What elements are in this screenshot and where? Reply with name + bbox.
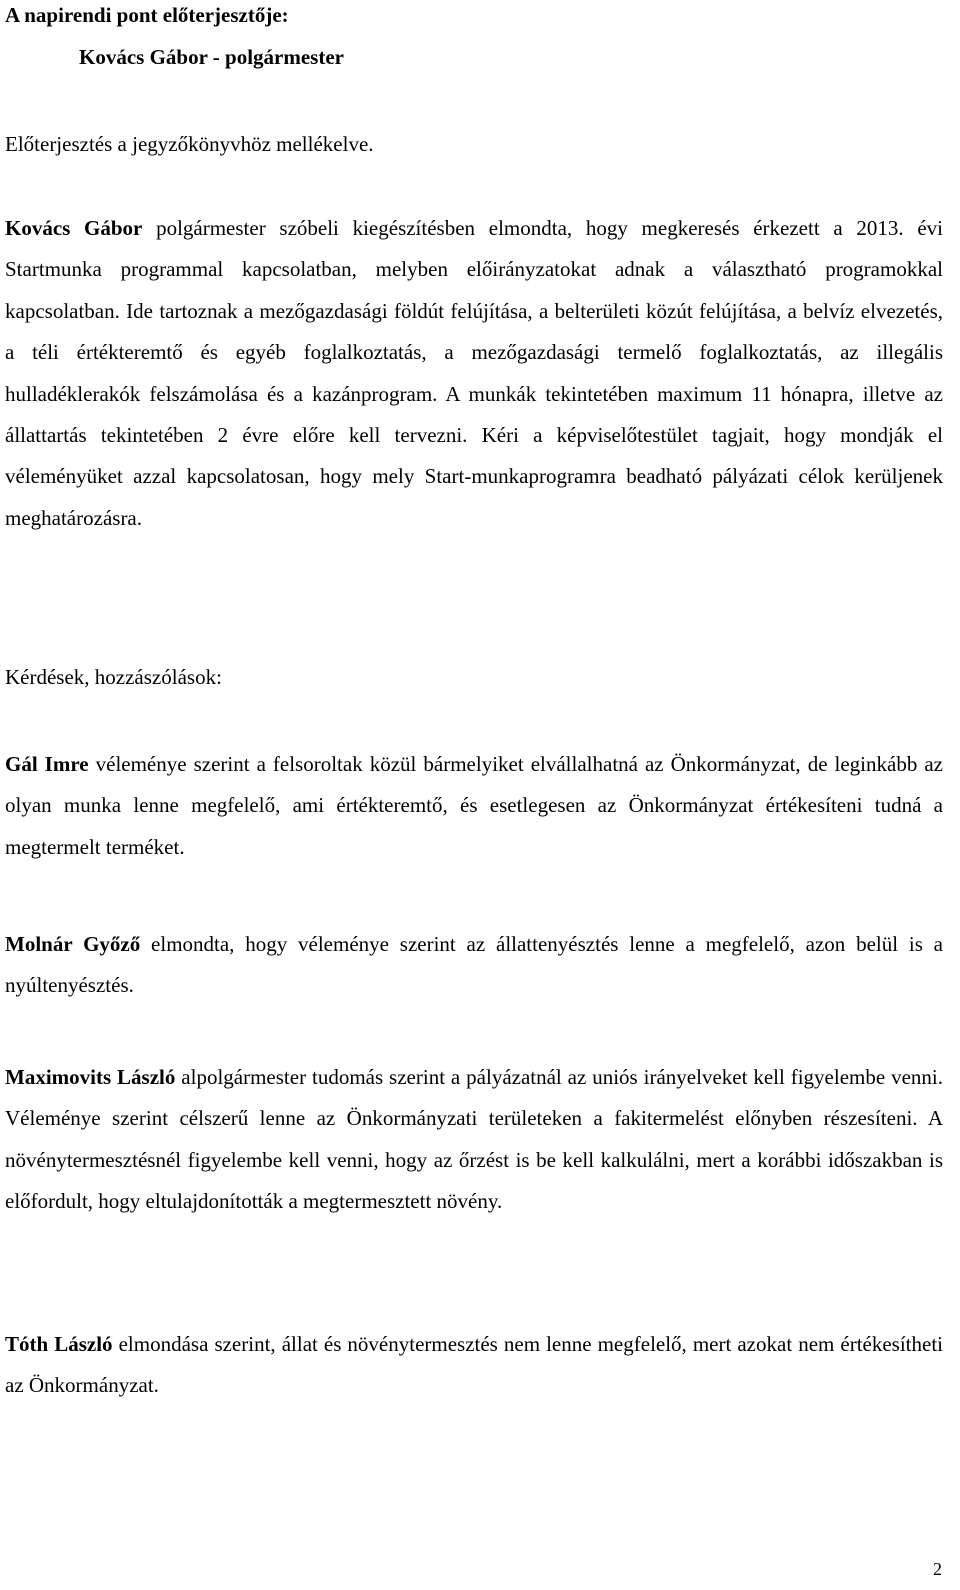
paragraph-text: alpolgármester tudomás szerint a pályázatnál az uniós irányelveket kell figyelembe venni. Véleménye szerint célszerű lenne az Önkormányzati területeken a fakitermelést előnyben részesíteni. A növénytermesztésnél figyelembe kell venni, hogy az őrzést is be kell kalkulálni, mert a korábbi időszakban is előfordult, hogy eltulajdonították a megtermesztett növény. — [5, 1065, 943, 1214]
questions-heading: Kérdések, hozzászólások: — [5, 665, 222, 689]
comment-paragraph — [5, 1057, 943, 1223]
speaker-name: Tóth László — [5, 1332, 113, 1356]
speaker-name: Molnár Győző — [5, 932, 141, 956]
speaker-name: Gál Imre — [5, 752, 89, 776]
page-number: 2 — [933, 1559, 942, 1579]
presenter-name: Kovács Gábor - polgármester — [79, 45, 344, 69]
comment-paragraph — [5, 924, 943, 1007]
paragraph-text: elmondta, hogy véleménye szerint az állattenyésztés lenne a megfelelő, azon belül is a nyúltenyésztés. — [5, 932, 943, 998]
speaker-name: Maximovits László — [5, 1065, 176, 1089]
attachment-note: Előterjesztés a jegyzőkönyvhöz mellékelve. — [5, 132, 374, 156]
comment-paragraph — [5, 1324, 943, 1407]
agenda-presenter-heading: A napirendi pont előterjesztője: — [5, 3, 289, 27]
paragraph-text: véleménye szerint a felsoroltak közül bármelyiket elvállalhatná az Önkormányzat, de leginkább az olyan munka lenne megfelelő, ami értékteremtő, és esetlegesen az Önkormányzat értékesíteni tudná a megtermelt terméket. — [5, 752, 943, 859]
intro-paragraph — [5, 208, 943, 539]
paragraph-text: elmondása szerint, állat és növénytermesztés nem lenne megfelelő, mert azokat nem értékesítheti az Önkormányzat. — [5, 1332, 944, 1398]
comment-paragraph — [5, 744, 943, 868]
paragraph-text: polgármester szóbeli kiegészítésben elmondta, hogy megkeresés érkezett a 2013. évi Startmunka programmal kapcsolatban, melyben előirányzatokat adnak a választható programokkal kapcsolatban. Ide tartoznak a mezőgazdasági földút felújítása, a belterületi közút felújítása, a belvíz elvezetés, a téli értékteremtő és egyéb foglalkoztatás, a mezőgazdasági termelő foglalkoztatás, az illegális hulladéklerakók felszámolása és a kazánprogram. A munkák tekintetében maximum 11 hónapra, illetve az állattartás tekintetében 2 évre előre kell tervezni. Kéri a képviselőtestület tagjait, hogy mondják el véleményüket azzal kapcsolatosan, hogy mely Start-munkaprogramra beadható pályázati célok kerüljenek meghatározásra. — [5, 216, 943, 530]
speaker-name: Kovács Gábor — [5, 216, 143, 240]
